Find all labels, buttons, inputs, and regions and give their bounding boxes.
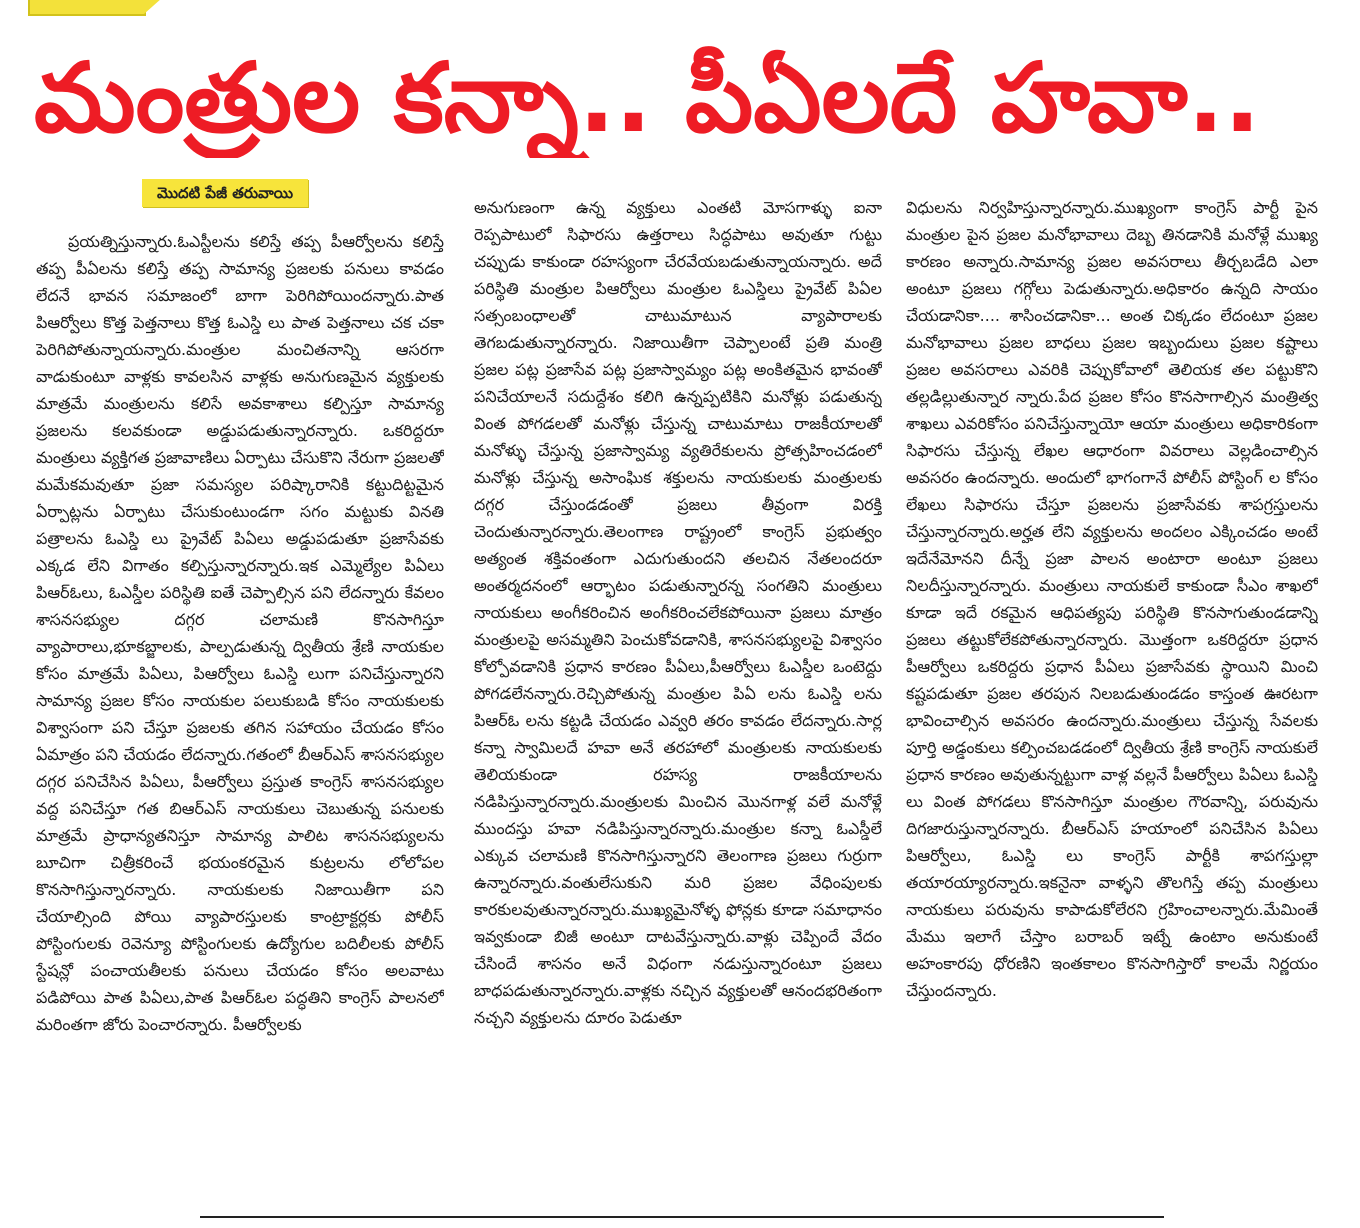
bottom-divider bbox=[200, 1216, 1164, 1218]
article-column-3 bbox=[906, 194, 1318, 1198]
headline: మంత్రుల కన్నా.. పీఏలదే హవా.. bbox=[34, 42, 1261, 154]
column-1-text: ప్రయత్నిస్తున్నారు.ఓఎస్టీలను కలిస్తే తప్ప పీఆర్వోలను కలిస్తే తప్ప పీఏలను కలిస్తే తప్ప సామాన్య ప్రజలకు పనులు కావడం లేదనే భావన సమాజంలో బాగా పెరిగిపోయిందన్నారు.పాత పిఆర్వోలు కొత్త పెత్తనాలు కొత్త ఓఎస్డి లు పాత పెత్తనాలు చక చకా పెరిగిపోతున్నాయన్నారు.మంత్రుల మంచితనాన్ని ఆసరగా వాడుకుంటూ వాళ్లకు కావలసిన వాళ్లకు అనుగుణమైన వ్యక్తులకు మాత్రమే మంత్రులను కలిసే అవకాశాలు కల్పిస్తూ సామాన్య ప్రజలను కలవకుండా అడ్డుపడుతున్నారన్నారు. ఒకరిద్దరూ మంత్రులు వ్యక్తిగత ప్రజావాణిలు ఏర్పాటు చేసుకొని నేరుగా ప్రజలతో మమేకమవుతూ ప్రజా సమస్యల పరిష్కారానికి కట్టుదిట్టమైన ఏర్పాట్లను ఏర్పాటు చేసుకుంటుండగా సగం మట్టుకు వినతి పత్రాలను ఓఎస్డి లు ప్రైవేట్ పిఏలు అడ్డుపడుతూ ప్రజాసేవకు ఎక్కడ లేని విగాతం కల్పిస్తున్నారన్నారు.ఇక ఎమ్మెల్యేల పిఏలు పిఆర్ఓలు, ఓఎస్డీల పరిస్థితి ఐతే చెప్పాల్సిన పని లేదన్నారు కేవలం శాసనసభ్యుల దగ్గర చలామణి కొనసాగిస్తూ వ్యాపారాలు,భూకబ్జాలకు, పాల్పడుతున్న ద్వితీయ శ్రేణి నాయకుల కోసం మాత్రమే పిఏలు, పిఆర్వోలు ఓఎస్డి లుగా పనిచేస్తున్నారని సామాన్య ప్రజల కోసం నాయకుల పలుకుబడి కోసం నాయకులకు విశ్వాసంగా పని చేస్తూ ప్రజలకు తగిన సహాయం చేయడం కోసం ఏమాత్రం పని చేయడం లేదన్నారు.గతంలో బీఆర్ఎస్ శాసనసభ్యుల దగ్గర పనిచేసిన పిఏలు, పీఆర్వోలు ప్రస్తుత కాంగ్రెస్ శాసనసభ్యుల వద్ద పనిచేస్తూ గత బిఆర్ఎస్ నాయకులు చెబుతున్న పనులకు మాత్రమే ప్రాధాన్యతనిస్తూ సామాన్య పాలిట శాసనసభ్యులను బూచిగా చిత్రీకరించే భయంకరమైన కుట్రలను లోలోపల కొనసాగిస్తున్నారన్నారు. నాయకులకు నిజాయితీగా పని చేయాల్సింది పోయి వ్యాపారస్తులకు కాంట్రాక్టర్లకు పోలీస్ పోస్టింగులకు రెవెన్యూ పోస్టింగులకు ఉద్యోగుల బదిలీలకు పోలీస్ స్టేషన్లో పంచాయతీలకు పనులు చేయడం కోసం అలవాటు పడిపోయి పాత పిఏలు,పాత పిఆర్ఓల పద్ధతిని కాంగ్రెస్ పాలనలో మరింతగా జోరు పెంచారన్నారు. పీఆర్వోలకు bbox=[36, 232, 444, 1034]
article-column-2 bbox=[474, 194, 882, 1198]
article-column-1 bbox=[36, 228, 444, 1210]
top-section-tab bbox=[28, 0, 146, 16]
column-3-text: విధులను నిర్వహిస్తున్నారన్నారు.ముఖ్యంగా కాంగ్రెస్ పార్టీ పైన మంత్రుల పైన ప్రజల మనోభావాలు దెబ్బ తినడానికి మనోళ్లే ముఖ్య కారణం అన్నారు.సామాన్య ప్రజల అవసరాలు తీర్చబడేది ఎలా అంటూ ప్రజలు గగ్గోలు పెడుతున్నారు.అధికారం ఉన్నది సాయం చేయడానికా.... శాసించడానికా... అంత చిక్కడం లేదంటూ ప్రజల మనోభావాలు ప్రజల బాధలు ప్రజల ఇబ్బందులు ప్రజల కష్టాలు ప్రజల అవసరాలు ఎవరికి చెప్పుకోవాలో తెలియక తల పట్టుకొని తల్లడిల్లుతున్నార న్నారు.పేద ప్రజల కోసం కొనసాగాల్సిన మంత్రిత్వ శాఖలు ఎవరికోసం పనిచేస్తున్నాయో ఆయా మంత్రులు అధికారికంగా సిఫారసు చేస్తున్న లేఖల ఆధారంగా వివరాలు వెల్లడించాల్సిన అవసరం ఉందన్నారు. అందులో భాగంగానే పోలీస్ పోస్టింగ్ ల కోసం లేఖలు సిఫారసు చేస్తూ ప్రజలను ప్రజాసేవకు శాపగ్రస్తులను చేస్తున్నారన్నారు.అర్హత లేని వ్యక్తులను అందలం ఎక్కించడం అంటే ఇదేనేమోనని దీన్నే ప్రజా పాలన అంటారా అంటూ ప్రజలు నిలదీస్తున్నారన్నారు. మంత్రులు నాయకులే కాకుండా సీఎం శాఖలో కూడా ఇదే రకమైన ఆధిపత్యపు పరిస్థితి కొనసాగుతుండడాన్ని ప్రజలు తట్టుకోలేకపోతున్నారన్నారు. మొత్తంగా ఒకరిద్దరూ ప్రధాన పీఆర్వోలు ఒకరిద్దరు ప్రధాన పీఏలు ప్రజాసేవకు స్థాయిని మించి కష్టపడుతూ ప్రజల తరపున నిలబడుతుండడం కాస్తంత ఊరటగా భావించాల్సిన అవసరం ఉందన్నారు.మంత్రులు చేస్తున్న సేవలకు పూర్తి అడ్డంకులు కల్పించబడడంలో ద్వితీయ శ్రేణి కాంగ్రెస్ నాయకులే ప్రధాన కారణం అవుతున్నట్టుగా వాళ్ల వల్లనే పీఆర్వోలు పిఏలు ఓఎస్డి లు వింత పోగడలు కొనసాగిస్తూ మంత్రుల గౌరవాన్ని, పరువును దిగజారుస్తున్నారన్నారు. బీఆర్ఎస్ హయాంలో పనిచేసిన పిఏలు పిఆర్వోలు, ఓఎస్డి లు కాంగ్రెస్ పార్టీకి శాపగస్తుల్లా తయారయ్యారన్నారు.ఇకనైనా వాళ్ళని తొలగిస్తే తప్ప మంత్రులు నాయకులు పరువును కాపాడుకోలేరని గ్రహించాలన్నారు.మేమింతే మేము ఇలాగే చేస్తాం బరాబర్ ఇట్నే ఉంటాం అనుకుంటే అహంకారపు ధోరణిని ఇంతకాలం కొనసాగిస్తారో కాలమే నిర్ణయం చేస్తుందన్నారు. bbox=[906, 198, 1318, 1000]
continued-from-front-page-label: మొదటి పేజీ తరువాయి bbox=[142, 179, 308, 207]
column-2-text: అనుగుణంగా ఉన్న వ్యక్తులు ఎంతటి మోసగాళ్ళు ఐనా రెప్పపాటులో సిఫారసు ఉత్తరాలు సిద్ధపాటు అవుతూ గుట్టు చప్పుడు కాకుండా రహస్యంగా చేరవేయబడుతున్నాయన్నారు. అదే పరిస్థితి మంత్రుల పిఆర్వోలు మంత్రుల ఓఎస్డిలు ప్రైవేట్ పిఏల సత్సంబంధాలతో చాటుమాటున వ్యాపారాలకు తెగబడుతున్నారన్నారు. నిజాయితీగా చెప్పాలంటే ప్రతి మంత్రి ప్రజల పట్ల ప్రజాసేవ పట్ల ప్రజాస్వామ్యం పట్ల అంకితమైన భావంతో పనిచేయాలనే సదుద్దేశం కలిగి ఉన్నప్పటికిని మనోళ్లు పడుతున్న వింత పోగడలతో మనోళ్లు చేస్తున్న చాటుమాటు రాజకీయాలతో మనోళ్ళు చేస్తున్న ప్రజాస్వామ్య వ్యతిరేకులను ప్రోత్సహించడంలో మనోళ్లు చేస్తున్న అసాంఘిక శక్తులను నాయకులకు మంత్రులకు దగ్గర చేస్తుండడంతో ప్రజలు తీవ్రంగా విరక్తి చెందుతున్నారన్నారు.తెలంగాణ రాష్ట్రంలో కాంగ్రెస్ ప్రభుత్వం అత్యంత శక్తివంతంగా ఎదుగుతుందని తలచిన నేతలందరూ అంతర్మదనంలో ఆర్భాటం పడుతున్నారన్న సంగతిని మంత్రులు నాయకులు అంగీకరించిన అంగీకరించలేకపోయినా ప్రజలు మాత్రం మంత్రులపై అసమ్మతిని పెంచుకోవడానికి, శాసనసభ్యులపై విశ్వాసం కోల్పోవడానికి ప్రధాన కారణం పీఏలు,పీఆర్వోలు ఓఎస్డీల ఒంటెద్దు పోగడలేనన్నారు.రెచ్చిపోతున్న మంత్రుల పిఏ లను ఓఎస్డి లను పిఆర్ఓ లను కట్టడి చేయడం ఎవ్వరి తరం కావడం లేదన్నారు.సార్ల కన్నా స్వామిలదే హవా అనే తరహాలో మంత్రులకు నాయకులకు తెలియకుండా రహస్య రాజకీయాలను నడిపిస్తున్నారన్నారు.మంత్రులకు మించిన మొనగాళ్ల వలే మనోళ్లే ముందస్తు హవా నడిపిస్తున్నారన్నారు.మంత్రుల కన్నా ఓఎస్డీలే ఎక్కువ చలామణి కొనసాగిస్తున్నారని తెలంగాణ ప్రజలు గుర్రుగా ఉన్నారన్నారు.వంతులేసుకుని మరి ప్రజల వేధింపులకు కారకులవుతున్నారన్నారు.ముఖ్యమైనోళ్ళ ఫోన్లకు కూడా సమాధానం ఇవ్వకుండా బిజీ అంటూ దాటవేస్తున్నారు.వాళ్లు చెప్పిందే వేదం చేసిందే శాసనం అనే విధంగా నడుస్తున్నారంటూ ప్రజలు బాధపడుతున్నారన్నారు.వాళ్లకు నచ్చిన వ్యక్తులతో ఆనందభరితంగా నచ్చని వ్యక్తులను దూరం పెడుతూ bbox=[474, 198, 882, 1027]
